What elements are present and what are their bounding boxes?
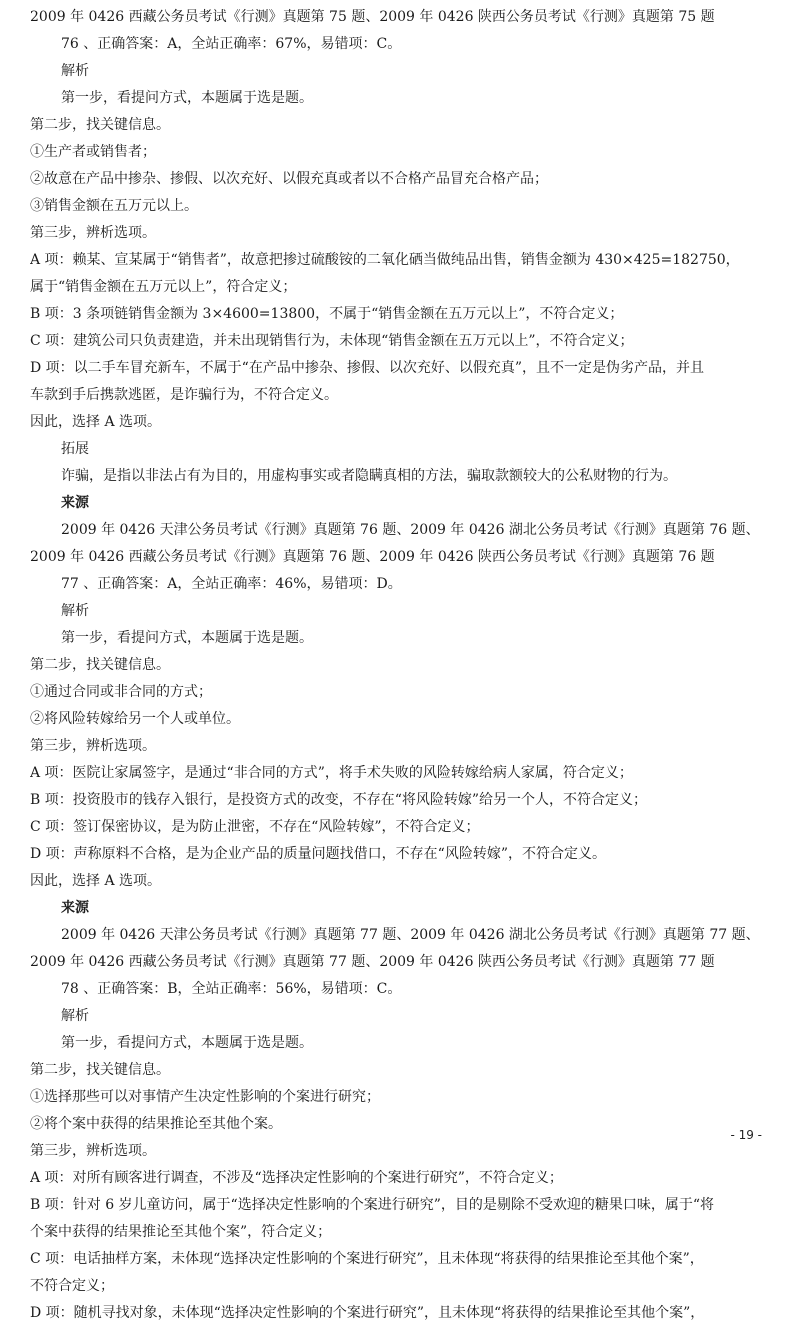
- text-line: 第二步，找关键信息。: [30, 657, 170, 673]
- text-line: B 项：针对 6 岁儿童访问，属于“选择决定性影响的个案进行研究”，目的是剔除不受欢迎的糖果口味，属于“将: [30, 1197, 715, 1213]
- text-line: 第三步，辨析选项。: [30, 738, 156, 754]
- text-line: 属于“销售金额在五万元以上”，符合定义；: [30, 279, 297, 295]
- text-line: C 项：建筑公司只负责建造，并未出现销售行为，未体现“销售金额在五万元以上”，不符合定义；: [30, 333, 634, 349]
- text-line: A 项：医院让家属签字，是通过“非合同的方式”，将手术失败的风险转嫁给病人家属，符合定义；: [30, 765, 633, 781]
- text-line: 拓展: [61, 441, 89, 457]
- text-line: ①选择那些可以对事情产生决定性影响的个案进行研究；: [30, 1089, 380, 1105]
- text-line: 来源: [61, 495, 89, 511]
- text-line: A 项：赖某、宣某属于“销售者”，故意把掺过硫酸铵的二氧化硒当做纯品出售，销售金额为 430×425=182750，: [30, 252, 740, 268]
- text-line: 第三步，辨析选项。: [30, 225, 156, 241]
- text-line: 78 、正确答案：B，全站正确率：56%，易错项：C。: [61, 981, 402, 997]
- text-line: 个案中获得的结果推论至其他个案”，符合定义；: [30, 1224, 332, 1240]
- text-line: 诈骗，是指以非法占有为目的，用虚构事实或者隐瞒真相的方法，骗取款额较大的公私财物的行为。: [61, 468, 677, 484]
- text-line: 解析: [61, 1008, 89, 1024]
- text-line: ①通过合同或非合同的方式；: [30, 684, 212, 700]
- text-line: ①生产者或销售者；: [30, 144, 156, 160]
- text-line: 解析: [61, 63, 89, 79]
- document-body: [30, 4, 770, 1327]
- text-line: 第一步，看提问方式，本题属于选是题。: [61, 1035, 313, 1051]
- text-line: 第一步，看提问方式，本题属于选是题。: [61, 630, 313, 646]
- text-line: 解析: [61, 603, 89, 619]
- text-line: C 项：电话抽样方案，未体现“选择决定性影响的个案进行研究”，且未体现“将获得的结果推论至其他个案”，: [30, 1251, 704, 1267]
- text-line: 2009 年 0426 西藏公务员考试《行测》真题第 76 题、2009 年 0426 陕西公务员考试《行测》真题第 76 题: [30, 549, 715, 565]
- text-line: ②将风险转嫁给另一个人或单位。: [30, 711, 240, 727]
- text-line: D 项：随机寻找对象，未体现“选择决定性影响的个案进行研究”，且未体现“将获得的结果推论至其他个案”，: [30, 1305, 705, 1321]
- text-line: 来源: [61, 900, 89, 916]
- text-line: 第一步，看提问方式，本题属于选是题。: [61, 90, 313, 106]
- text-line: 因此，选择 A 选项。: [30, 414, 162, 430]
- text-line: 2009 年 0426 西藏公务员考试《行测》真题第 75 题、2009 年 0426 陕西公务员考试《行测》真题第 75 题: [30, 9, 715, 25]
- text-line: 第三步，辨析选项。: [30, 1143, 156, 1159]
- text-line: 2009 年 0426 西藏公务员考试《行测》真题第 77 题、2009 年 0426 陕西公务员考试《行测》真题第 77 题: [30, 954, 715, 970]
- text-line: B 项：投资股市的钱存入银行，是投资方式的改变，不存在“将风险转嫁”给另一个人，不符合定义；: [30, 792, 648, 808]
- text-line: A 项：对所有顾客进行调查，不涉及“选择决定性影响的个案进行研究”，不符合定义；: [30, 1170, 563, 1186]
- text-line: ③销售金额在五万元以上。: [30, 198, 198, 214]
- text-line: ②故意在产品中掺杂、掺假、以次充好、以假充真或者以不合格产品冒充合格产品；: [30, 171, 548, 187]
- text-line: 不符合定义；: [30, 1278, 114, 1294]
- text-line: D 项：以二手车冒充新车，不属于“在产品中掺杂、掺假、以次充好、以假充真”，且不一定是伪劣产品，并且: [30, 360, 704, 376]
- text-line: 2009 年 0426 天津公务员考试《行测》真题第 76 题、2009 年 0426 湖北公务员考试《行测》真题第 76 题、: [61, 522, 760, 538]
- text-line: 76 、正确答案：A，全站正确率：67%，易错项：C。: [61, 36, 402, 52]
- text-line: 车款到手后携款逃匿，是诈骗行为，不符合定义。: [30, 387, 338, 403]
- text-line: 第二步，找关键信息。: [30, 1062, 170, 1078]
- text-line: 77 、正确答案：A，全站正确率：46%，易错项：D。: [61, 576, 402, 592]
- page-number: - 19 -: [730, 1128, 762, 1142]
- text-line: D 项：声称原料不合格，是为企业产品的质量问题找借口，不存在“风险转嫁”，不符合定义。: [30, 846, 606, 862]
- text-line: 第二步，找关键信息。: [30, 117, 170, 133]
- text-line: 因此，选择 A 选项。: [30, 873, 162, 889]
- text-line: B 项：3 条项链销售金额为 3×4600=13800，不属于“销售金额在五万元以上”，不符合定义；: [30, 306, 624, 322]
- text-line: ②将个案中获得的结果推论至其他个案。: [30, 1116, 282, 1132]
- text-line: 2009 年 0426 天津公务员考试《行测》真题第 77 题、2009 年 0426 湖北公务员考试《行测》真题第 77 题、: [61, 927, 760, 943]
- text-line: C 项：签订保密协议，是为防止泄密，不存在“风险转嫁”，不符合定义；: [30, 819, 480, 835]
